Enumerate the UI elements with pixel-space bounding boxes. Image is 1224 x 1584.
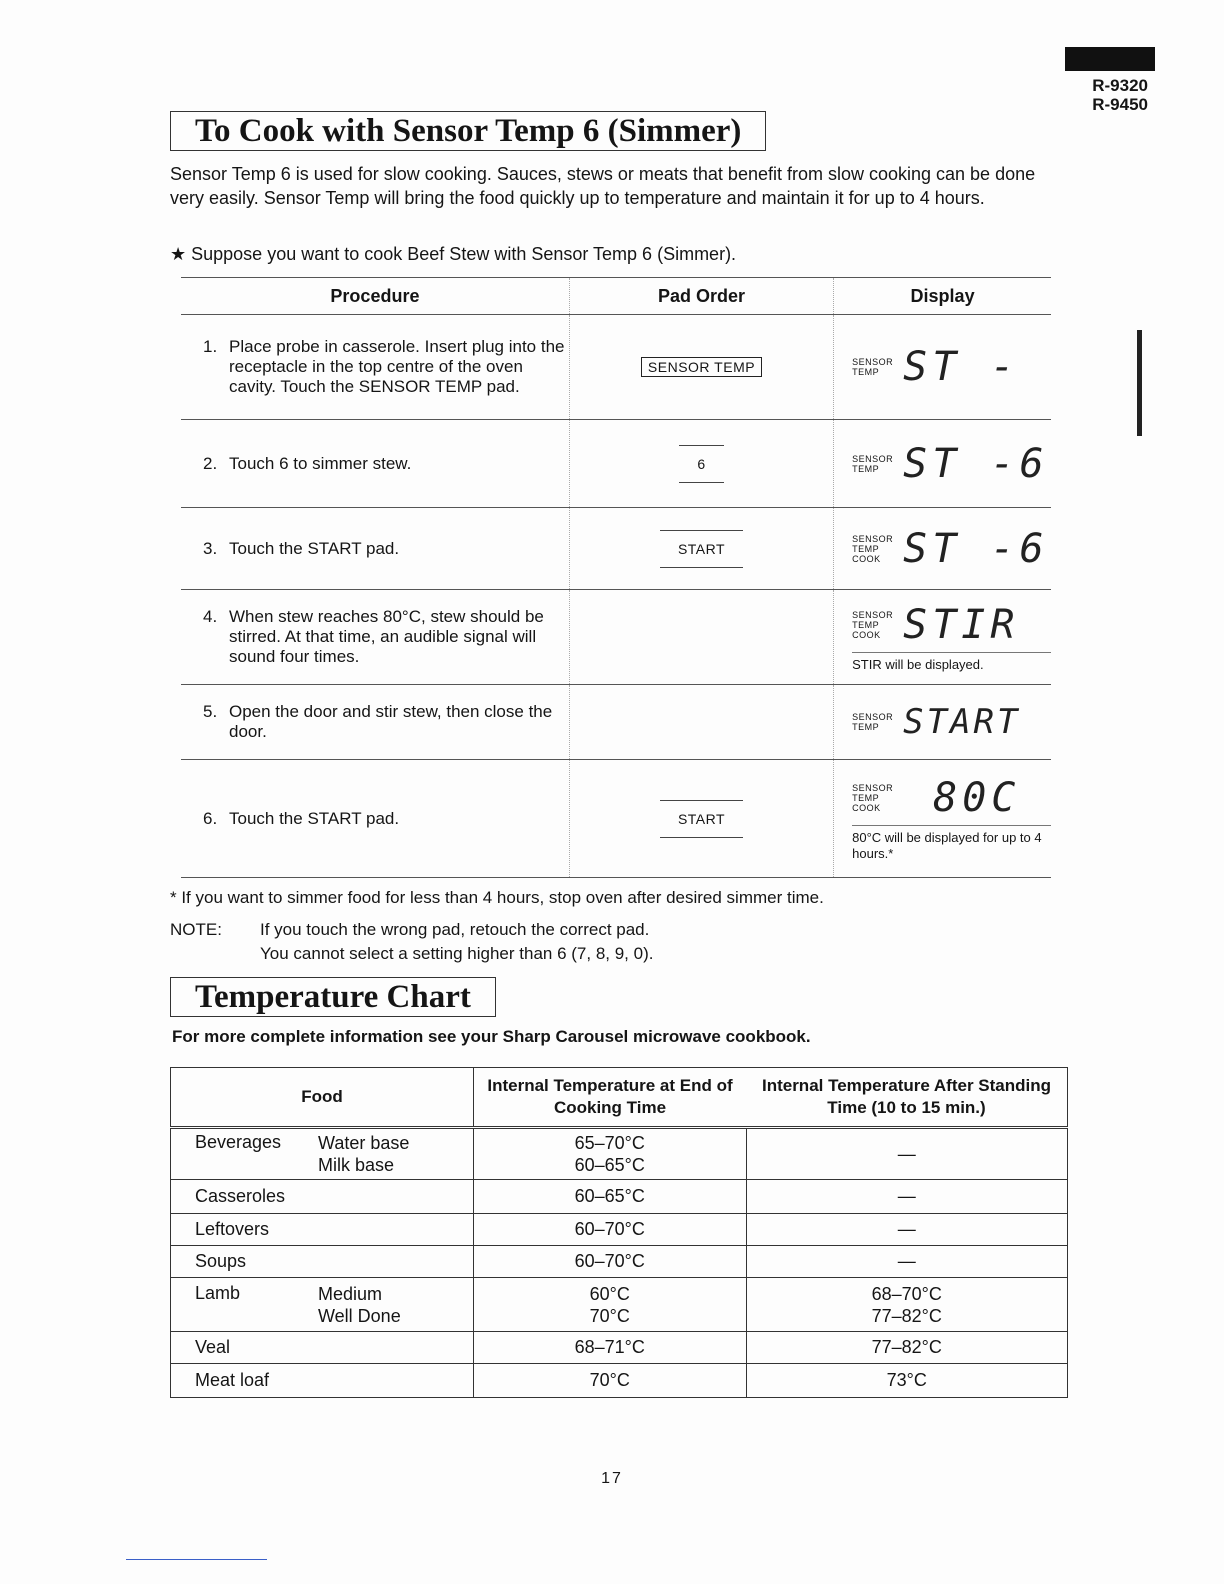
note-block — [170, 918, 653, 966]
food-sub: Milk base — [318, 1155, 395, 1175]
step-number: 4. — [203, 607, 218, 626]
pad-6: 6 — [679, 445, 723, 483]
lcd-readout: STIR — [903, 601, 1020, 648]
food-name: Leftovers — [171, 1214, 474, 1246]
step-text: Touch 6 to simmer stew. — [229, 453, 412, 473]
corner-mark — [1065, 47, 1155, 71]
display-labels — [852, 783, 893, 813]
note-line-1: If you touch the wrong pad, retouch the correct pad. — [260, 920, 650, 939]
table-row — [181, 590, 1051, 685]
end-temp: 65–70°C — [574, 1133, 645, 1153]
temperature-table — [170, 1067, 1068, 1398]
pad-start: START — [660, 800, 743, 838]
table-row — [171, 1364, 1068, 1398]
display-labels — [852, 357, 893, 377]
display-labels — [852, 712, 893, 732]
after-temp: — — [746, 1180, 1068, 1214]
step-text: Touch the START pad. — [229, 808, 400, 828]
label-temp: TEMP — [852, 367, 880, 377]
procedure-header-row — [181, 278, 1051, 315]
display-labels — [852, 610, 893, 640]
label-sensor: SENSOR — [852, 712, 894, 722]
label-cook: COOK — [852, 803, 881, 813]
step-number: 1. — [203, 337, 218, 356]
pad-start: START — [660, 530, 743, 568]
display-labels — [852, 534, 893, 564]
table-row — [181, 420, 1051, 508]
header-procedure: Procedure — [181, 278, 569, 315]
table-row — [171, 1246, 1068, 1278]
label-sensor: SENSOR — [852, 609, 894, 620]
step-text: When stew reaches 80°C, stew should be stirred. At that time, an audible signal will sound four times. — [229, 607, 544, 666]
after-temp: 73°C — [746, 1364, 1068, 1398]
label-temp: TEMP — [852, 543, 880, 554]
step-text: Touch the START pad. — [229, 538, 400, 558]
table-row — [171, 1128, 1068, 1180]
table-row — [171, 1278, 1068, 1332]
section-title-sensor-temp: To Cook with Sensor Temp 6 (Simmer) — [170, 111, 766, 151]
after-temp: — — [746, 1246, 1068, 1278]
step-number: 2. — [203, 453, 218, 473]
display-labels — [852, 454, 893, 474]
note-label: NOTE: — [170, 920, 222, 939]
header-display: Display — [834, 278, 1051, 315]
label-sensor: SENSOR — [852, 783, 894, 793]
display-note: 80°C will be displayed for up to 4 hours.* — [852, 825, 1051, 862]
lcd-readout: ST -6 — [903, 525, 1049, 572]
step-number: 5. — [203, 702, 218, 721]
end-temp: 60–65°C — [474, 1180, 747, 1214]
end-temp: 70°C — [589, 1305, 630, 1326]
table-row — [181, 508, 1051, 590]
lcd-readout: ST -6 — [903, 440, 1049, 487]
food-sub: Medium — [318, 1283, 383, 1304]
header-after-temp: Internal Temperature After Standing Time (10 to 15 min.) — [746, 1068, 1068, 1128]
food-name: Casseroles — [171, 1180, 474, 1214]
food-name: Soups — [171, 1246, 474, 1278]
lcd-readout: START — [903, 702, 1021, 742]
food-name: Beverages — [195, 1132, 282, 1152]
header-end-temp: Internal Temperature at End of Cooking Time — [474, 1068, 747, 1128]
label-sensor: SENSOR — [852, 453, 894, 464]
label-temp: TEMP — [852, 793, 880, 803]
after-temp: — — [746, 1214, 1068, 1246]
food-sub: Water base — [318, 1133, 410, 1153]
food-name: Veal — [171, 1332, 474, 1364]
section-title-temperature-chart: Temperature Chart — [170, 977, 496, 1017]
table-row — [171, 1332, 1068, 1364]
step-number: 3. — [203, 538, 218, 558]
model-numbers — [1092, 76, 1148, 114]
table-row — [181, 685, 1051, 760]
label-cook: COOK — [852, 553, 881, 564]
model-1: R-9320 — [1092, 76, 1148, 95]
step-text: Open the door and stir stew, then close the door. — [229, 702, 553, 741]
note-line-2: You cannot select a setting higher than 6 (7, 8, 9, 0). — [260, 944, 654, 963]
example-line: ★ Suppose you want to cook Beef Stew with Sensor Temp 6 (Simmer). — [170, 244, 737, 264]
end-temp: 68–71°C — [474, 1332, 747, 1364]
procedure-table — [181, 277, 1051, 878]
temperature-chart-subtitle: For more complete information see your Sharp Carousel microwave cookbook. — [172, 1027, 811, 1046]
label-temp: TEMP — [852, 619, 880, 630]
footer-rule — [126, 1559, 267, 1560]
food-sub: Well Done — [318, 1305, 401, 1326]
after-temp: — — [746, 1128, 1068, 1180]
end-temp: 70°C — [474, 1364, 747, 1398]
header-pad-order: Pad Order — [569, 278, 833, 315]
display-note: STIR will be displayed. — [852, 652, 1051, 673]
label-temp: TEMP — [852, 722, 880, 732]
table-row — [181, 315, 1051, 420]
lcd-readout: 80C — [933, 775, 1021, 821]
step-text: Place probe in casserole. Insert plug into the receptacle in the top centre of the oven cavity. Touch the SENSOR TEMP pad. — [229, 337, 565, 396]
temperature-header-row — [171, 1068, 1068, 1128]
table-row — [181, 760, 1051, 878]
food-name: Meat loaf — [171, 1364, 474, 1398]
end-temp: 60–65°C — [574, 1155, 645, 1175]
edge-mark — [1137, 330, 1142, 436]
intro-paragraph: Sensor Temp 6 is used for slow cooking. Sauces, stews or meats that benefit from slow cooking can be done very easily. Sensor Temp will bring the food quickly up to temperature and maintain it for up to 4 hours. — [170, 164, 1036, 208]
label-temp: TEMP — [852, 463, 880, 474]
table-row — [171, 1180, 1068, 1214]
label-cook: COOK — [852, 629, 881, 640]
after-temp: 77–82°C — [746, 1332, 1068, 1364]
after-temp: 68–70°C — [871, 1283, 942, 1304]
end-temp: 60°C — [589, 1283, 630, 1304]
after-temp: 77–82°C — [871, 1305, 942, 1326]
step-number: 6. — [203, 808, 218, 828]
footnote: * If you want to simmer food for less than 4 hours, stop oven after desired simmer time. — [170, 888, 824, 907]
lcd-readout: ST - — [903, 344, 1020, 390]
model-2: R-9450 — [1092, 95, 1148, 114]
header-food: Food — [171, 1068, 474, 1128]
table-row — [171, 1214, 1068, 1246]
end-temp: 60–70°C — [474, 1246, 747, 1278]
food-name: Lamb — [195, 1282, 241, 1303]
page-number: 17 — [601, 1470, 623, 1487]
label-sensor: SENSOR — [852, 357, 894, 367]
pad-sensor-temp: SENSOR TEMP — [641, 357, 762, 377]
end-temp: 60–70°C — [474, 1214, 747, 1246]
label-sensor: SENSOR — [852, 533, 894, 544]
